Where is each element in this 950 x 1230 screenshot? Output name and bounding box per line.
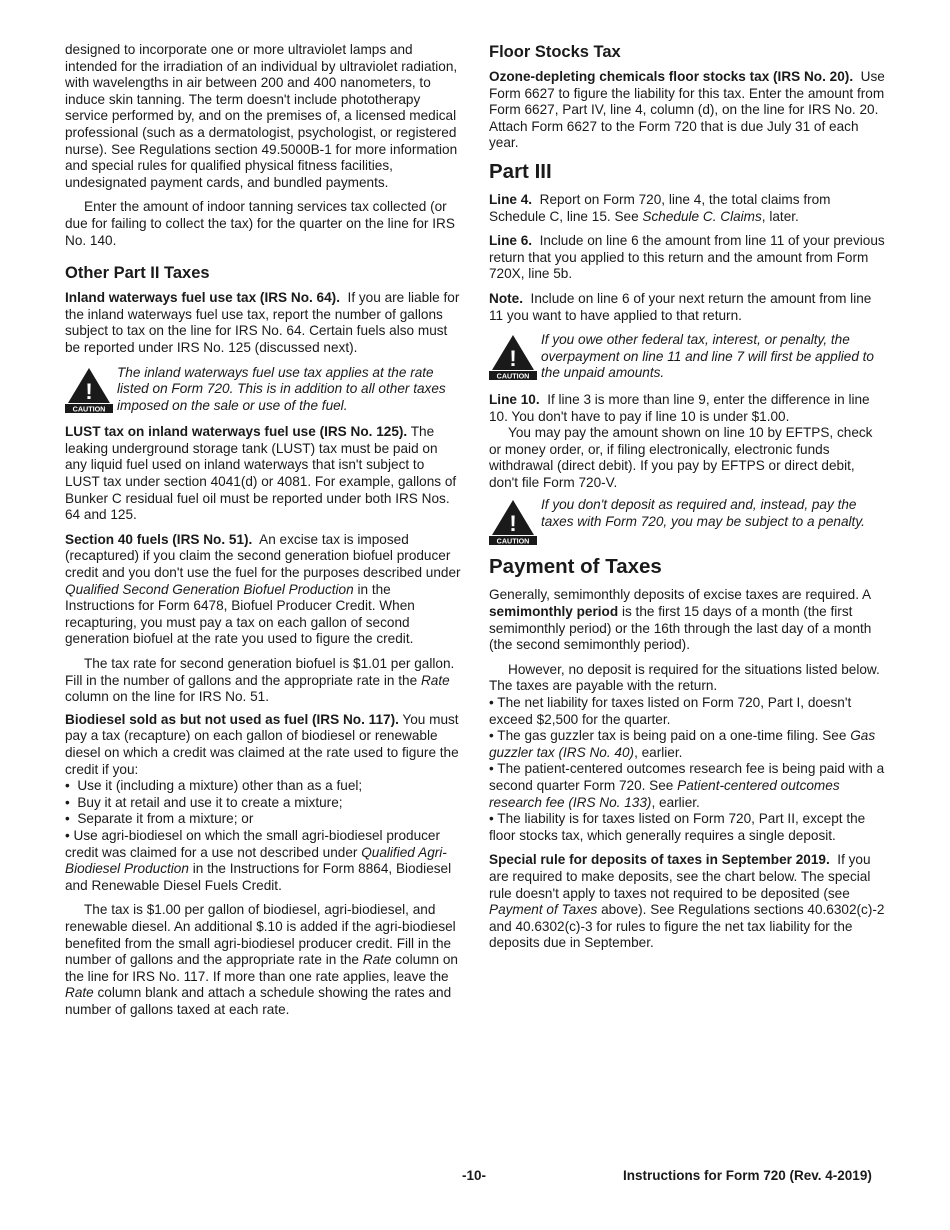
caution-note-overpayment bbox=[489, 332, 886, 382]
list-item: • Use it (including a mixture) other than as a fuel; bbox=[65, 778, 363, 794]
caution-text-overpayment: If you owe other federal tax, interest, or penalty, the overpayment on line 11 and line 7 will first be applied to the unpaid amounts. bbox=[541, 332, 874, 381]
heading-other-part-ii-taxes: Other Part II Taxes bbox=[65, 264, 210, 283]
lead-inland-waterways: Inland waterways fuel use tax (IRS No. 64). bbox=[65, 290, 340, 306]
caution-label: CAUTION bbox=[496, 371, 530, 381]
paragraph-biodiesel-117: Biodiesel sold as but not used as fuel (IRS No. 117). You must pay a tax (recapture) on each gallon of biodiesel or renewable diesel on which a credit was claimed at the rate used to figure the credit if you: bbox=[65, 711, 459, 777]
paragraph-line-4: Line 4. Report on Form 720, line 4, the total claims from Schedule C, line 15. See Schedule C. Claims, later. bbox=[489, 191, 831, 224]
heading-floor-stocks-tax: Floor Stocks Tax bbox=[489, 43, 621, 61]
list-item: • The net liability for taxes listed on Form 720, Part I, doesn't exceed $2,500 for the quarter. bbox=[489, 695, 852, 727]
caution-mark: ! bbox=[509, 511, 517, 537]
paragraph-pay-methods: You may pay the amount shown on line 10 by EFTPS, check or money order, or, if filing electronically, electronic funds withdrawal (direct debit). If you pay by EFTPS or direct debit, don't file Form 720-V. bbox=[489, 425, 873, 490]
caution-label: CAUTION bbox=[496, 536, 530, 546]
lead-note: Note. bbox=[489, 290, 523, 306]
caution-note-penalty bbox=[489, 497, 886, 545]
no-deposit-list bbox=[489, 695, 886, 844]
list-item: • Buy it at retail and use it to create a mixture; bbox=[65, 794, 343, 810]
lead-section-40: Section 40 fuels (IRS No. 51). bbox=[65, 531, 253, 547]
caution-icon bbox=[489, 499, 537, 545]
left-column bbox=[65, 42, 462, 1024]
caution-mark: ! bbox=[85, 378, 93, 404]
list-item: • Use agri-biodiesel on which the small agri-biodiesel producer credit was claimed for a use not described under Qualified Agri-Biodiesel Production in the Instructions for Form 8864, Biodiesel and Renewable Diesel Fuels Credit. bbox=[65, 827, 452, 893]
list-item: • The patient-centered outcomes research fee is being paid with a second quarter Form 720. See Patient-centered outcomes research fee (IRS No. 133), earlier. bbox=[489, 761, 885, 810]
lead-ozone: Ozone-depleting chemicals floor stocks tax (IRS No. 20). bbox=[489, 69, 854, 84]
lead-line-10: Line 10. bbox=[489, 391, 540, 407]
paragraph-special-rule: Special rule for deposits of taxes in September 2019. If you are required to make deposits, see the chart below. The special rule doesn't apply to taxes not required to be deposited (see Payment of Taxes above). See Regulations sections 40.6302(c)-2 and 40.6302(c)-3 for rules to figure the net tax liability for the deposits due in September. bbox=[489, 852, 885, 951]
heading-part-iii: Part III bbox=[489, 159, 552, 183]
paragraph-lust-tax: LUST tax on inland waterways fuel use (IRS No. 125). The leaking underground storage tank (LUST) tax must be paid on any liquid fuel used on inland waterways that isn't subject to LUST tax under section 4041(d) or 4081. For example, gallons of Bunker C residual fuel oil must be reported under both IRS Nos. 64 and 125. bbox=[65, 424, 457, 523]
lead-biodiesel-117: Biodiesel sold as but not used as fuel (IRS No. 117). bbox=[65, 711, 399, 727]
caution-mark: ! bbox=[509, 346, 517, 372]
lead-lust-tax: LUST tax on inland waterways fuel use (IRS No. 125). bbox=[65, 424, 408, 440]
list-item: • The liability is for taxes listed on Form 720, Part II, except the floor stocks tax, which generally requires a single deposit. bbox=[489, 811, 866, 843]
lead-special-rule: Special rule for deposits of taxes in September 2019. bbox=[489, 852, 830, 868]
caution-icon bbox=[489, 334, 537, 380]
paragraph-however: However, no deposit is required for the situations listed below. The taxes are payable with the return. bbox=[489, 661, 880, 694]
paragraph-semimonthly: Generally, semimonthly deposits of excise taxes are required. A semimonthly period is the first 15 days of a month (the first semimonthly period) or the 16th through the last day of a month (the second semimonthly period). bbox=[489, 587, 872, 653]
right-column bbox=[489, 42, 886, 960]
caution-text-inland: The inland waterways fuel use tax applies at the rate listed on Form 720. This is in addition to all other taxes imposed on the sale or use of the fuel. bbox=[117, 364, 446, 413]
lead-line-6: Line 6. bbox=[489, 233, 533, 249]
paragraph-tax-rate-100: The tax is $1.00 per gallon of biodiesel, agri-biodiesel, and renewable diesel. An additional $.10 is added if the agri-biodiesel benefited from the small agri-biodiesel producer credit. Fill in the number of gallons and the appropriate rate in the Rate column on the line for IRS No. 117. If more than one rate applies, leave the Rate column blank and attach a schedule showing the rates and number of gallons taxed at each rate. bbox=[65, 902, 458, 1017]
list-item: • The gas guzzler tax is being paid on a one-time filing. See Gas guzzler tax (IRS No. 40), earlier. bbox=[489, 728, 876, 760]
caution-label: CAUTION bbox=[72, 404, 106, 413]
recapture-list bbox=[65, 778, 462, 894]
caution-note-inland bbox=[65, 365, 462, 415]
caution-text-penalty: If you don't deposit as required and, instead, pay the taxes with Form 720, you may be subject to a penalty. bbox=[541, 497, 865, 530]
list-item: • Separate it from a mixture; or bbox=[65, 811, 254, 827]
paragraph-note: Note. Include on line 6 of your next return the amount from line 11 you want to have applied to that return. bbox=[489, 290, 872, 323]
lead-line-4: Line 4. bbox=[489, 191, 533, 207]
paragraph-rate-51: The tax rate for second generation biofuel is $1.01 per gallon. Fill in the number of gallons and the appropriate rate in the Rate column on the line for IRS No. 51. bbox=[65, 656, 455, 705]
paragraph-uv-lamps: designed to incorporate one or more ultraviolet lamps and intended for the irradiation of an individual by ultraviolet radiation, with wavelengths in air between 200 and 400 nanometers, to induce skin tanning. The term doesn't include phototherapy service performed by, and on the premises of, a licensed medical professional (such as a dermatologist, psychologist, or registered nurse). See Regulations section 49.5000B-1 for more information and special rules for qualified physical fitness facilities, undesignated payment cards, and bundled payments. bbox=[65, 42, 458, 190]
paragraph-line-10: Line 10. If line 3 is more than line 9, enter the difference in line 10. You don't have to pay if line 10 is under $1.00. bbox=[489, 391, 870, 424]
caution-icon bbox=[65, 367, 113, 413]
paragraph-section-40: Section 40 fuels (IRS No. 51). An excise tax is imposed (recaptured) if you claim the second generation biofuel producer credit and you don't use the fuel for the purposes described under Qualified Second Generation Biofuel Production in the Instructions for Form 6478, Biofuel Producer Credit. When recapturing, you must pay a tax on each gallon of second generation biofuel at the rate you used to figure the credit. bbox=[65, 531, 461, 647]
paragraph-ozone: Ozone-depleting chemicals floor stocks tax (IRS No. 20). Use Form 6627 to figure the liability for this tax. Enter the amount from Form 6627, Part IV, line 4, column (d), on the line for IRS No. 20. Attach Form 6627 to the Form 720 that is due July 31 of each year. bbox=[489, 69, 885, 151]
paragraph-enter-amount: Enter the amount of indoor tanning services tax collected (or due for failing to collect the tax) for the quarter on the line for IRS No. 140. bbox=[65, 199, 455, 248]
footer-title: Instructions for Form 720 (Rev. 4-2019) bbox=[623, 1168, 872, 1183]
page-number: -10- bbox=[462, 1168, 487, 1183]
heading-payment-of-taxes: Payment of Taxes bbox=[489, 555, 662, 579]
paragraph-line-6: Line 6. Include on line 6 the amount from line 11 of your previous return that you applied to this return and the amount from Form 720X, line 5b. bbox=[489, 233, 885, 282]
paragraph-inland-waterways: Inland waterways fuel use tax (IRS No. 64). If you are liable for the inland waterways fuel use tax, report the number of gallons subject to tax on the line for IRS No. 64. Certain fuels also must be reported under IRS No. 125 (discussed next). bbox=[65, 290, 460, 355]
